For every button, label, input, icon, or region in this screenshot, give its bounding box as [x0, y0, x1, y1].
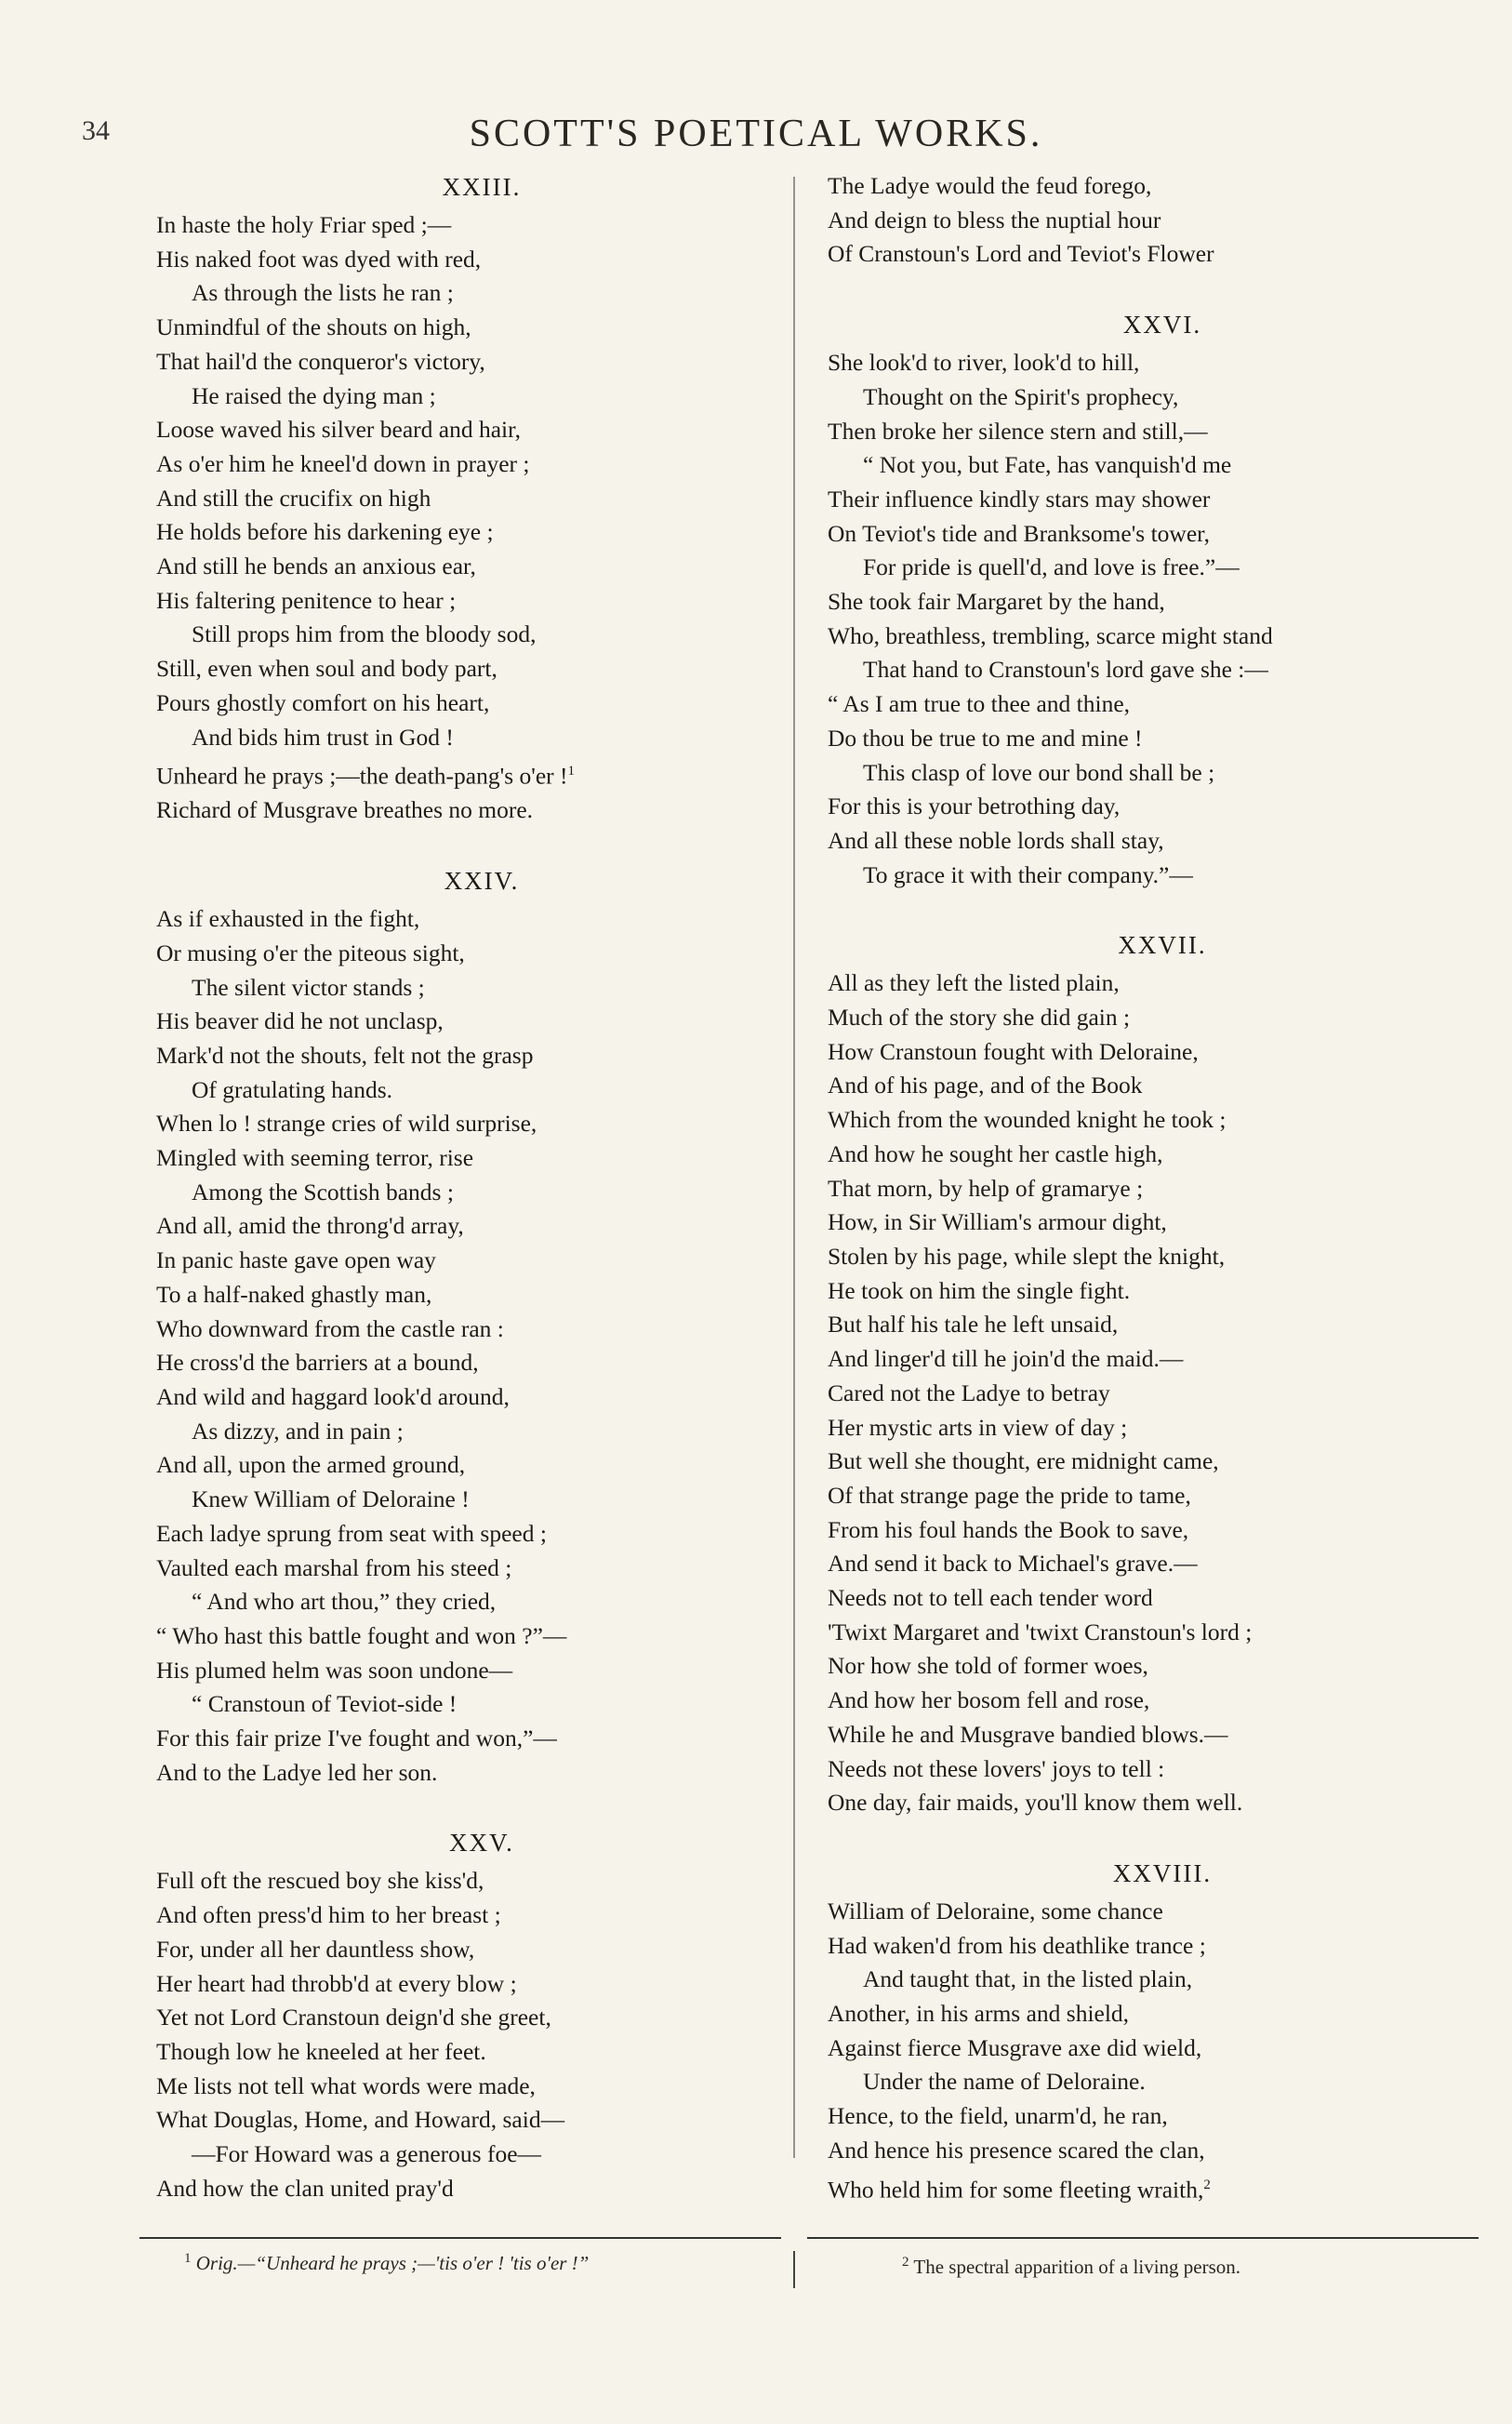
verse-text: How, in Sir William's armour dight, [828, 1208, 1167, 1236]
verse-line [828, 483, 1497, 517]
verse-line [156, 686, 770, 721]
verse-text: He took on him the single fight. [828, 1276, 1131, 1304]
verse-line [828, 1274, 1497, 1309]
verse-line [828, 415, 1497, 449]
verse-line [828, 1581, 1497, 1616]
verse-text: As dizzy, and in pain ; [192, 1417, 404, 1445]
verse-line [828, 1718, 1497, 1752]
verse-text: Yet not Lord Cranstoun deign'd she greet, [156, 2004, 551, 2031]
verse-text: For, under all her dauntless show, [156, 1935, 475, 1963]
verse-line [828, 1649, 1497, 1684]
verse-text: Who held him for some fleeting wraith, [828, 2176, 1204, 2204]
verse-text: He raised the dying man ; [192, 381, 436, 409]
verse-text: Unmindful of the shouts on high, [156, 313, 471, 341]
verse-text: He cross'd the barriers at a bound, [156, 1349, 479, 1377]
stanza [828, 927, 1497, 1820]
verse-line [156, 2138, 770, 2172]
verse-line [828, 687, 1497, 722]
verse-text: In haste the holy Friar sped ;— [156, 211, 452, 238]
verse-line [156, 550, 770, 584]
verse-text: For this is your betrothing day, [828, 792, 1121, 820]
verse-text: Of that strange page the pride to tame, [828, 1481, 1191, 1509]
verse-text: For pride is quell'd, and love is free.”— [863, 553, 1240, 581]
left-column [156, 169, 770, 2241]
verse-text: He holds before his darkening eye ; [156, 518, 494, 546]
verse-line [156, 1722, 770, 1756]
verse-text: And send it back to Michael's grave.— [828, 1550, 1198, 1578]
verse-text: And bids him trust in God ! [192, 723, 454, 751]
page-number: 34 [82, 115, 110, 146]
verse-text: As o'er him he kneel'd down in prayer ; [156, 449, 530, 477]
footnote-1 [184, 2251, 589, 2275]
verse-text: Of Cranstoun's Lord and Teviot's Flower [828, 240, 1214, 268]
verse-line [156, 2001, 770, 2035]
verse-text: And how he sought her castle high, [828, 1139, 1163, 1167]
verse-text: And still the crucifix on high [156, 484, 431, 512]
verse-text: Another, in his arms and shield, [828, 2000, 1130, 2028]
footnote-rule-right [807, 2237, 1479, 2239]
verse-line [828, 1205, 1497, 1240]
verse-line [156, 1073, 770, 1108]
verse-text: Which from the wounded knight he took ; [828, 1106, 1227, 1134]
verse-text: To a half-naked ghastly man, [156, 1280, 432, 1308]
verse-line [828, 1445, 1497, 1479]
verse-line [156, 1517, 770, 1552]
verse-text: And of his page, and of the Book [828, 1072, 1143, 1099]
verse-line [828, 756, 1497, 791]
verse-line [828, 1411, 1497, 1445]
verse-line [156, 721, 770, 755]
verse-text: And how her bosom fell and rose, [828, 1686, 1150, 1714]
verse-text: Hence, to the field, unarm'd, he ran, [828, 2102, 1168, 2130]
verse-line [156, 1415, 770, 1449]
verse-line [156, 2172, 770, 2206]
verse-line [156, 902, 770, 937]
verse-line [156, 1141, 770, 1176]
verse-line [828, 1001, 1497, 1035]
verse-line [156, 1483, 770, 1517]
verse-text: Then broke her silence stern and still,— [828, 417, 1208, 445]
verse-text: One day, fair maids, you'll know them well. [828, 1789, 1243, 1817]
verse-text: Her heart had throbb'd at every blow ; [156, 1969, 517, 1997]
verse-line [828, 1308, 1497, 1342]
verse-text: And all these noble lords shall stay, [828, 826, 1164, 854]
verse-text: “ Cranstoun of Teviot-side ! [192, 1690, 458, 1718]
verse-text: Loose waved his silver beard and hair, [156, 416, 521, 444]
verse-text: Though low he kneeled at her feet. [156, 2037, 486, 2065]
verse-line [156, 1039, 770, 1073]
verse-text: Unheard he prays ;—the death-pang's o'er ! [156, 762, 568, 790]
verse-line [156, 937, 770, 971]
footnote-text: The spectral apparition of a living person. [913, 2256, 1241, 2278]
verse-line [828, 619, 1497, 654]
verse-line [828, 169, 1497, 204]
footnote-2 [902, 2255, 1240, 2279]
verse-line [156, 2103, 770, 2138]
right-column [828, 169, 1497, 2243]
verse-line [156, 1005, 770, 1039]
verse-line [828, 1138, 1497, 1172]
verse-line [828, 2031, 1497, 2066]
verse-text: And hence his presence scared the clan, [828, 2136, 1205, 2164]
verse-line [156, 1448, 770, 1483]
stanza-numeral: XXVI. [1122, 311, 1202, 340]
verse-line [828, 2065, 1497, 2099]
verse-line [156, 1278, 770, 1312]
footnote-mark: 2 [902, 2255, 909, 2270]
verse-text: Against fierce Musgrave axe did wield, [828, 2033, 1202, 2061]
stanza-numeral: XXVII. [1118, 931, 1207, 960]
stanza [828, 1856, 1497, 2207]
verse-text: And all, amid the throng'd array, [156, 1212, 464, 1240]
verse-text: The Ladye would the feud forego, [828, 172, 1152, 199]
verse-line [828, 1997, 1497, 2031]
verse-line [828, 2099, 1497, 2134]
verse-line [828, 1342, 1497, 1377]
verse-text: That hail'd the conqueror's victory, [156, 347, 485, 375]
verse-line [828, 1377, 1497, 1411]
verse-text: As through the lists he ran ; [192, 279, 454, 307]
verse-line [828, 1616, 1497, 1650]
verse-line [156, 2070, 770, 2104]
verse-line [828, 204, 1497, 238]
verse-text: And wild and haggard look'd around, [156, 1383, 510, 1410]
verse-text: That hand to Cranstoun's lord gave she :— [863, 656, 1268, 684]
stanza-numeral: XXIII. [442, 173, 522, 201]
verse-text: Who, breathless, trembling, scarce might stand [828, 621, 1273, 649]
verse-line [828, 1684, 1497, 1718]
stanza [156, 863, 770, 1790]
verse-line [156, 311, 770, 345]
verse-line [156, 1585, 770, 1619]
verse-text: This clasp of love our bond shall be ; [863, 758, 1215, 786]
verse-text: And linger'd till he join'd the maid.— [828, 1345, 1184, 1373]
verse-line [828, 1513, 1497, 1548]
verse-line [828, 1240, 1497, 1274]
verse-line [156, 971, 770, 1006]
verse-line [828, 1035, 1497, 1070]
verse-text: Much of the story she did gain ; [828, 1004, 1131, 1032]
verse-text: His naked foot was dyed with red, [156, 245, 482, 273]
verse-line [156, 447, 770, 482]
verse-text: His plumed helm was soon undone— [156, 1656, 513, 1684]
verse-line [828, 1752, 1497, 1787]
verse-line [828, 1786, 1497, 1820]
verse-text: Who downward from the castle ran : [156, 1314, 504, 1342]
verse-line [828, 448, 1497, 483]
verse-line [156, 208, 770, 243]
stanza-numeral: XXVIII. [1112, 1858, 1213, 1887]
verse-line [828, 2134, 1497, 2168]
footnote-reference: 1 [567, 764, 576, 779]
stanza [156, 1825, 770, 2205]
verse-text: Stolen by his page, while slept the knight, [828, 1242, 1226, 1270]
verse-text: Needs not to tell each tender word [828, 1584, 1153, 1612]
verse-text: Nor how she told of former woes, [828, 1652, 1148, 1680]
verse-line [156, 1107, 770, 1141]
verse-text: That morn, by help of gramarye ; [828, 1174, 1144, 1202]
footnote-text: Orig.—“Unheard he prays ;—'tis o'er ! 'tis o'er !” [195, 2252, 590, 2274]
verse-text: His faltering penitence to hear ; [156, 586, 457, 614]
verse-line [156, 754, 770, 793]
verse-text: And to the Ladye led her son. [156, 1758, 438, 1786]
verse-line [828, 1929, 1497, 1964]
verse-text: And how the clan united pray'd [156, 2174, 454, 2202]
verse-line [156, 1619, 770, 1654]
verse-line [156, 652, 770, 686]
stanza [828, 169, 1497, 272]
verse-text: Or musing o'er the piteous sight, [156, 939, 465, 966]
verse-text: William of Deloraine, some chance [828, 1897, 1163, 1925]
verse-text: On Teviot's tide and Branksome's tower, [828, 519, 1211, 547]
verse-text: She look'd to river, look'd to hill, [828, 349, 1140, 377]
verse-text: But half his tale he left unsaid, [828, 1311, 1119, 1339]
verse-line [828, 722, 1497, 756]
verse-text: As if exhausted in the fight, [156, 905, 420, 933]
verse-text: Me lists not tell what words were made, [156, 2071, 536, 2099]
verse-text: Knew William of Deloraine ! [192, 1485, 470, 1513]
verse-text: Had waken'd from his deathlike trance ; [828, 1931, 1206, 1959]
verse-text: Thought on the Spirit's prophecy, [863, 382, 1179, 410]
verse-line [156, 515, 770, 550]
verse-text: Richard of Musgrave breathes no more. [156, 796, 534, 824]
verse-text: And still he bends an anxious ear, [156, 553, 476, 580]
verse-text: Their influence kindly stars may shower [828, 485, 1211, 513]
stanza-numeral: XXV. [449, 1829, 514, 1858]
verse-line [156, 1756, 770, 1791]
verse-text: For this fair prize I've fought and won,”— [156, 1725, 557, 1752]
verse-text: And often press'd him to her breast ; [156, 1901, 501, 1929]
running-head: SCOTT'S POETICAL WORKS. [469, 113, 1043, 155]
verse-text: When lo ! strange cries of wild surprise, [156, 1110, 537, 1138]
verse-text: “ As I am true to thee and thine, [828, 690, 1131, 718]
verse-line [156, 584, 770, 619]
verse-line [828, 653, 1497, 687]
verse-line [156, 1209, 770, 1244]
verse-text: Under the name of Deloraine. [863, 2068, 1146, 2096]
verse-line [828, 824, 1497, 859]
verse-text: And taught that, in the listed plain, [863, 1965, 1193, 1993]
verse-line [156, 380, 770, 414]
footnote-reference: 2 [1203, 2177, 1211, 2192]
verse-line [156, 2035, 770, 2070]
verse-line [828, 1479, 1497, 1513]
verse-line [828, 1963, 1497, 1997]
verse-text: —For Howard was a generous foe— [192, 2140, 542, 2168]
verse-line [156, 1312, 770, 1347]
verse-text: And deign to bless the nuptial hour [828, 206, 1161, 233]
stanza [156, 169, 770, 828]
verse-text: All as they left the listed plain, [828, 969, 1120, 997]
verse-text: Still props him from the bloody sod, [192, 620, 537, 648]
verse-line [156, 1346, 770, 1380]
verse-text: And all, upon the armed ground, [156, 1451, 466, 1479]
verse-line [156, 1380, 770, 1415]
verse-text: Mark'd not the shouts, felt not the grasp [156, 1041, 534, 1069]
verse-text: Vaulted each marshal from his steed ; [156, 1553, 512, 1581]
verse-text: His beaver did he not unclasp, [156, 1007, 444, 1035]
column-divider [793, 177, 795, 2158]
verse-line [156, 276, 770, 311]
verse-line [156, 1244, 770, 1278]
verse-line [828, 1069, 1497, 1103]
verse-line [828, 585, 1497, 619]
verse-line [156, 1967, 770, 2002]
verse-text: Cared not the Ladye to betray [828, 1378, 1110, 1406]
verse-line [156, 1933, 770, 1967]
verse-line [828, 966, 1497, 1001]
verse-text: Her mystic arts in view of day ; [828, 1413, 1128, 1441]
verse-line [828, 551, 1497, 585]
verse-line [156, 1864, 770, 1898]
verse-line [156, 618, 770, 652]
verse-line [828, 346, 1497, 380]
verse-line [156, 793, 770, 828]
verse-line [828, 790, 1497, 824]
verse-line [156, 1552, 770, 1586]
verse-text: While he and Musgrave bandied blows.— [828, 1720, 1228, 1748]
verse-text: Pours ghostly comfort on his heart, [156, 688, 490, 716]
verse-line [828, 380, 1497, 415]
verse-line [828, 1547, 1497, 1581]
verse-text: What Douglas, Home, and Howard, said— [156, 2106, 565, 2134]
verse-line [828, 1172, 1497, 1206]
verse-text: “ And who art thou,” they cried, [192, 1588, 497, 1616]
verse-text: 'Twixt Margaret and 'twixt Cranstoun's lord ; [828, 1618, 1253, 1645]
verse-line [828, 237, 1497, 272]
verse-text: She took fair Margaret by the hand, [828, 588, 1165, 616]
verse-line [828, 859, 1497, 893]
footnote-divider [793, 2251, 795, 2288]
verse-text: Still, even when soul and body part, [156, 655, 497, 683]
verse-text: Of gratulating hands. [192, 1075, 392, 1103]
verse-text: From his foul hands the Book to save, [828, 1515, 1189, 1543]
verse-line [828, 517, 1497, 552]
verse-line [156, 1176, 770, 1210]
verse-text: Needs not these lovers' joys to tell : [828, 1754, 1165, 1782]
verse-line [156, 243, 770, 277]
verse-text: To grace it with their company.”— [863, 860, 1193, 888]
verse-line [156, 345, 770, 380]
verse-text: “ Not you, but Fate, has vanquish'd me [863, 451, 1232, 479]
verse-text: Full oft the rescued boy she kiss'd, [156, 1867, 484, 1895]
verse-text: “ Who hast this battle fought and won ?”— [156, 1621, 567, 1649]
verse-text: In panic haste gave open way [156, 1246, 436, 1274]
verse-line [156, 1687, 770, 1722]
stanza [828, 307, 1497, 892]
verse-line [828, 2168, 1497, 2207]
verse-line [156, 482, 770, 516]
verse-line [156, 1898, 770, 1933]
verse-text: The silent victor stands ; [192, 973, 425, 1001]
verse-text: How Cranstoun fought with Deloraine, [828, 1037, 1199, 1065]
verse-line [828, 1895, 1497, 1929]
footnote-rule-left [139, 2237, 781, 2239]
verse-line [828, 1103, 1497, 1138]
footnote-mark: 1 [184, 2251, 192, 2266]
verse-text: Each ladye sprung from seat with speed ; [156, 1519, 547, 1547]
verse-text: Mingled with seeming terror, rise [156, 1144, 474, 1172]
stanza-numeral: XXIV. [444, 867, 520, 896]
verse-text: But well she thought, ere midnight came, [828, 1447, 1219, 1475]
verse-text: Do thou be true to me and mine ! [828, 724, 1143, 752]
verse-line [156, 1654, 770, 1688]
verse-line [156, 413, 770, 447]
verse-text: Among the Scottish bands ; [192, 1178, 454, 1205]
